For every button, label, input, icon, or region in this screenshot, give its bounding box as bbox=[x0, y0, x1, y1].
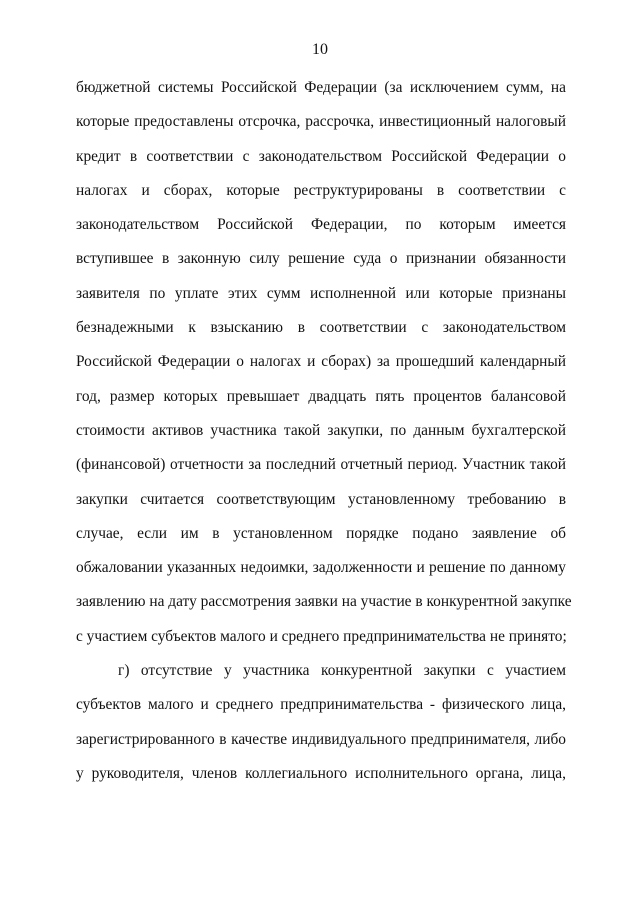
text-line: зарегистрированного в качестве индивидуального предпринимателя, либо bbox=[76, 730, 566, 748]
text-line: бюджетной системы Российской Федерации (за исключением сумм, на bbox=[76, 79, 566, 96]
text-line: которые предоставлены отсрочка, рассрочка, инвестиционный налоговый bbox=[76, 113, 566, 131]
text-line: вступившее в законную силу решение суда о признании обязанности bbox=[76, 250, 566, 268]
text-line: закупки считается соответствующим установленному требованию в bbox=[76, 490, 566, 508]
text-line: заявлению на дату рассмотрения заявки на участие в конкурентной закупке bbox=[76, 593, 572, 611]
text-line: безнадежными к взысканию в соответствии с законодательством bbox=[76, 319, 566, 337]
text-line: Российской Федерации о налогах и сборах) за прошедший календарный bbox=[76, 353, 566, 371]
text-line: с участием субъектов малого и среднего предпринимательства не принято; bbox=[76, 627, 567, 645]
text-line: (финансовой) отчетности за последний отчетный период. Участник такой bbox=[76, 456, 566, 474]
text-line: законодательством Российской Федерации, по которым имеется bbox=[76, 216, 566, 234]
text-line: случае, если им в установленном порядке подано заявление об bbox=[76, 524, 566, 542]
text-line: г) отсутствие у участника конкурентной закупки с участием bbox=[118, 662, 566, 680]
text-line: у руководителя, членов коллегиального исполнительного органа, лица, bbox=[76, 764, 566, 782]
text-line: год, размер которых превышает двадцать пять процентов балансовой bbox=[76, 387, 566, 405]
text-line: заявителя по уплате этих сумм исполненной или которые признаны bbox=[76, 284, 566, 302]
text-line: субъектов малого и среднего предпринимательства - физического лица, bbox=[76, 696, 566, 714]
text-line: обжаловании указанных недоимки, задолженности и решение по данному bbox=[76, 559, 566, 577]
body-text bbox=[76, 76, 572, 796]
text-line: кредит в соответствии с законодательством Российской Федерации о bbox=[76, 147, 566, 165]
text-line: стоимости активов участника такой закупки, по данным бухгалтерской bbox=[76, 421, 566, 439]
page-number: 10 bbox=[312, 41, 328, 58]
text-line: налогах и сборах, которые реструктурированы в соответствии с bbox=[76, 181, 566, 199]
